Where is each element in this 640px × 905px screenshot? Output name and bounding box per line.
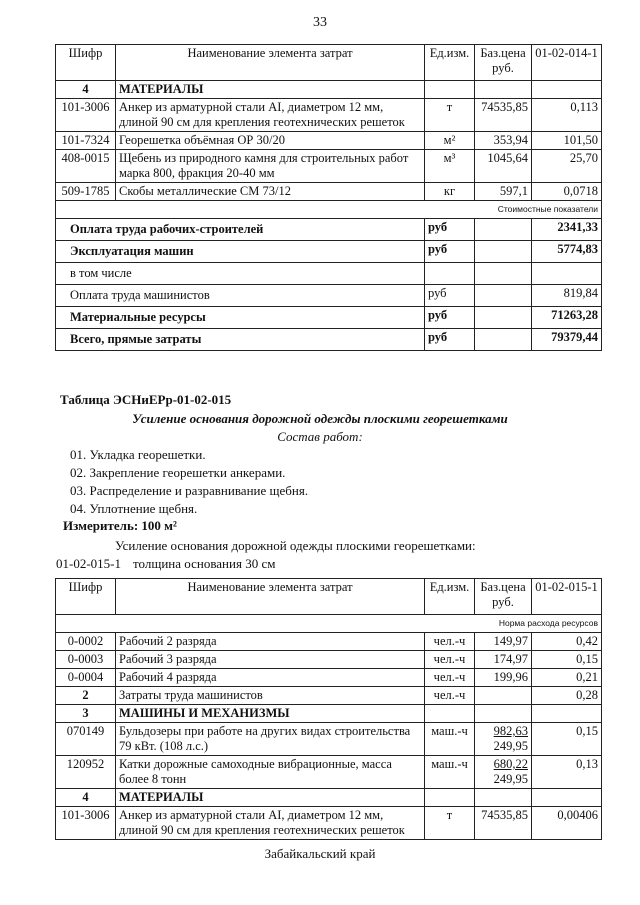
table-title: Таблица ЭСНиЕРр-01-02-015 xyxy=(60,392,232,407)
row-price: 1045,64 xyxy=(475,150,532,183)
row-price-primary: 982,63 xyxy=(493,724,528,738)
table-row xyxy=(56,183,602,201)
footer-region: Забайкальский край xyxy=(264,846,376,861)
header-price: Баз.цена руб. xyxy=(475,579,532,615)
row-name: Анкер из арматурной стали AI, диаметром 12 мм, длиной 90 см для крепления геотехнических решеток xyxy=(116,99,425,132)
header-unit: Ед.изм. xyxy=(425,579,475,615)
row-price: 74535,85 xyxy=(475,807,532,840)
page-number: 33 xyxy=(313,15,327,30)
row-unit: м² xyxy=(425,132,475,150)
summary-name: Всего, прямые затраты xyxy=(56,329,425,351)
row-name: Щебень из природного камня для строительных работ марка 800, фракция 20-40 мм xyxy=(116,150,425,183)
summary-value: 79379,44 xyxy=(532,329,602,351)
header-unit: Ед.изм. xyxy=(425,45,475,81)
row-code: 101-7324 xyxy=(56,132,116,150)
section-heading: Усиление основания дорожной одежды плоскими георешетками xyxy=(132,411,508,426)
composition-title: Состав работ: xyxy=(277,429,363,444)
summary-row xyxy=(56,219,602,241)
table-row xyxy=(56,150,602,183)
row-price xyxy=(475,723,532,756)
row-price-secondary: 249,95 xyxy=(493,772,528,786)
measure-unit: Измеритель: 100 м² xyxy=(63,518,177,533)
section-title: МАШИНЫ И МЕХАНИЗМЫ xyxy=(116,705,425,723)
section-title: МАТЕРИАЛЫ xyxy=(116,81,425,99)
work-item: 04. Уплотнение щебня. xyxy=(70,501,198,516)
cost-indicators-label: Стоимостные показатели xyxy=(56,201,602,219)
row-price-secondary: 249,95 xyxy=(493,739,528,753)
row-unit: м³ xyxy=(425,150,475,183)
row-value: 0,21 xyxy=(532,669,602,687)
row-code: 0-0002 xyxy=(56,633,116,651)
row-code: 408-0015 xyxy=(56,150,116,183)
item-code: 01-02-015-1 xyxy=(56,556,121,571)
row-unit: чел.-ч xyxy=(425,687,475,705)
row-code: 101-3006 xyxy=(56,807,116,840)
row-value: 0,28 xyxy=(532,687,602,705)
table-row xyxy=(56,132,602,150)
row-unit: кг xyxy=(425,183,475,201)
header-name: Наименование элемента затрат xyxy=(116,45,425,81)
row-value: 0,15 xyxy=(532,723,602,756)
table-header xyxy=(56,45,602,81)
row-value: 0,15 xyxy=(532,651,602,669)
row-price xyxy=(475,756,532,789)
summary-value: 819,84 xyxy=(532,285,602,307)
row-unit: чел.-ч xyxy=(425,651,475,669)
row-unit: маш.-ч xyxy=(425,756,475,789)
norm-label-row xyxy=(56,615,602,633)
row-unit: т xyxy=(425,99,475,132)
table-row xyxy=(56,687,602,705)
row-unit: т xyxy=(425,807,475,840)
table-resources-01-02-015 xyxy=(55,578,602,840)
table-materials-01-02-014 xyxy=(55,44,602,351)
work-item: 03. Распределение и разравнивание щебня. xyxy=(70,483,309,498)
row-name: Анкер из арматурной стали AI, диаметром 12 мм, длиной 90 см для крепления геотехнических решеток xyxy=(116,807,425,840)
section-number: 4 xyxy=(56,789,116,807)
header-name: Наименование элемента затрат xyxy=(116,579,425,615)
table-row xyxy=(56,633,602,651)
summary-row xyxy=(56,263,602,285)
summary-name: Оплата труда машинистов xyxy=(56,285,425,307)
row-name: Рабочий 2 разряда xyxy=(116,633,425,651)
row-name: Затраты труда машинистов xyxy=(116,687,425,705)
table-row xyxy=(56,756,602,789)
row-name: Георешетка объёмная ОР 30/20 xyxy=(116,132,425,150)
row-value: 0,13 xyxy=(532,756,602,789)
summary-name: в том числе xyxy=(56,263,425,285)
table-row xyxy=(56,99,602,132)
summary-row xyxy=(56,241,602,263)
summary-unit: руб xyxy=(425,329,475,351)
item-text: толщина основания 30 см xyxy=(133,556,276,571)
row-price: 353,94 xyxy=(475,132,532,150)
section-number: 3 xyxy=(56,705,116,723)
row-value: 101,50 xyxy=(532,132,602,150)
summary-row xyxy=(56,307,602,329)
row-code: 120952 xyxy=(56,756,116,789)
table-header xyxy=(56,579,602,615)
summary-unit: руб xyxy=(425,307,475,329)
row-name: Рабочий 3 разряда xyxy=(116,651,425,669)
summary-row xyxy=(56,329,602,351)
row-price: 74535,85 xyxy=(475,99,532,132)
row-unit: чел.-ч xyxy=(425,633,475,651)
section-number: 2 xyxy=(56,687,116,705)
section-row xyxy=(56,705,602,723)
row-code: 0-0004 xyxy=(56,669,116,687)
row-price: 149,97 xyxy=(475,633,532,651)
table-row xyxy=(56,807,602,840)
row-name: Рабочий 4 разряда xyxy=(116,669,425,687)
row-price-primary: 680,22 xyxy=(493,757,528,771)
table-row xyxy=(56,669,602,687)
summary-unit: руб xyxy=(425,241,475,263)
row-unit: чел.-ч xyxy=(425,669,475,687)
section-title: МАТЕРИАЛЫ xyxy=(116,789,425,807)
section-number: 4 xyxy=(56,81,116,99)
row-name: Бульдозеры при работе на других видах строительства 79 кВт. (108 л.с.) xyxy=(116,723,425,756)
summary-unit: руб xyxy=(425,219,475,241)
summary-unit: руб xyxy=(425,285,475,307)
norm-label: Норма расхода ресурсов xyxy=(56,615,602,633)
header-code: Шифр xyxy=(56,579,116,615)
header-code: Шифр xyxy=(56,45,116,81)
header-norm-code: 01-02-015-1 xyxy=(532,579,602,615)
summary-value: 5774,83 xyxy=(532,241,602,263)
work-item: 01. Укладка георешетки. xyxy=(70,447,206,462)
row-price: 597,1 xyxy=(475,183,532,201)
work-item: 02. Закрепление георешетки анкерами. xyxy=(70,465,286,480)
header-norm-code: 01-02-014-1 xyxy=(532,45,602,81)
summary-name: Оплата труда рабочих-строителей xyxy=(56,219,425,241)
row-code: 070149 xyxy=(56,723,116,756)
row-value: 25,70 xyxy=(532,150,602,183)
row-name: Скобы металлические СМ 73/12 xyxy=(116,183,425,201)
row-code: 0-0003 xyxy=(56,651,116,669)
row-value: 0,00406 xyxy=(532,807,602,840)
row-value: 0,0718 xyxy=(532,183,602,201)
table-row xyxy=(56,651,602,669)
row-name: Катки дорожные самоходные вибрационные, масса более 8 тонн xyxy=(116,756,425,789)
cost-indicators-row xyxy=(56,201,602,219)
section-row xyxy=(56,81,602,99)
summary-name: Эксплуатация машин xyxy=(56,241,425,263)
section-row xyxy=(56,789,602,807)
row-code: 509-1785 xyxy=(56,183,116,201)
description: Усиление основания дорожной одежды плоскими георешетками: xyxy=(115,538,476,553)
row-price: 199,96 xyxy=(475,669,532,687)
summary-row xyxy=(56,285,602,307)
row-code: 101-3006 xyxy=(56,99,116,132)
row-value: 0,113 xyxy=(532,99,602,132)
summary-value: 71263,28 xyxy=(532,307,602,329)
row-value: 0,42 xyxy=(532,633,602,651)
summary-name: Материальные ресурсы xyxy=(56,307,425,329)
summary-value: 2341,33 xyxy=(532,219,602,241)
row-price: 174,97 xyxy=(475,651,532,669)
row-unit: маш.-ч xyxy=(425,723,475,756)
header-price: Баз.цена руб. xyxy=(475,45,532,81)
table-row xyxy=(56,723,602,756)
